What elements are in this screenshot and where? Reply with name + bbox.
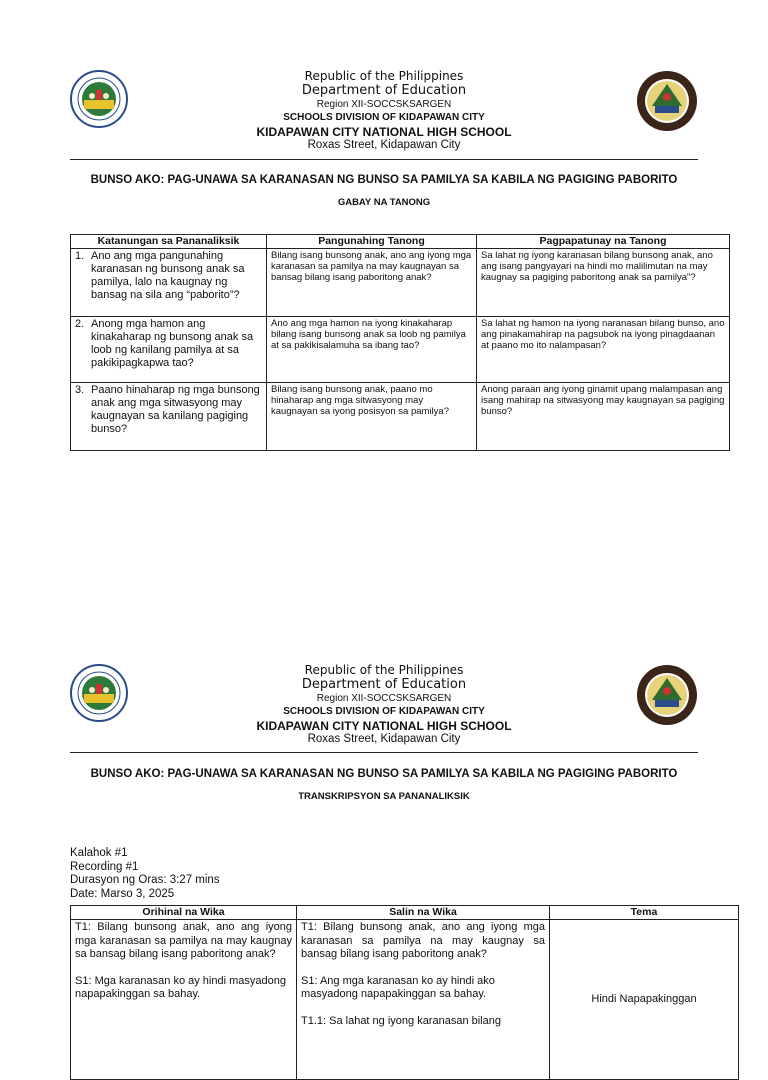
table-row — [71, 317, 730, 383]
main-question: Bilang isang bunsong anak, paano mo hinaharap ang mga sitwasyong may kaugnayan sa iyong posisyon sa pamilya? — [267, 383, 477, 451]
translated-answer: S1: Ang mga karanasan ko ay hindi ako masyadong napapakinggan sa bahay. — [301, 974, 495, 1000]
translated-followup: T1.1: Sa lahat ng iyong karanasan bilang — [301, 1014, 501, 1027]
table-row — [71, 249, 730, 317]
republic-line: Republic of the Philippines — [304, 663, 464, 677]
page2-subtitle: TRANSKRIPSYON SA PANANALIKSIK — [298, 791, 470, 802]
research-question: 1. Ano ang mga pangunahing karanasan ng bunsong anak sa pamilya, lalo na kaugnay ng bansag na sila ang “paborito”? — [71, 249, 267, 317]
division-line: SCHOOLS DIVISION OF KIDAPAWAN CITY — [283, 706, 485, 717]
region-line: Region XII-SOCCSKSARGEN — [316, 99, 452, 110]
probe-question: Anong paraan ang iyong ginamit upang malampasan ang isang mahirap na sitwasyong may kaugnayan sa pagiging bunso? — [477, 383, 730, 451]
school-name: KIDAPAWAN CITY NATIONAL HIGH SCHOOL — [256, 125, 512, 139]
letterhead — [0, 664, 768, 746]
translation-text-cell — [297, 920, 550, 1080]
theme-cell — [550, 920, 739, 1080]
probe-question: Sa lahat ng iyong karanasan bilang bunsong anak, ano ang isang pangyayari na hindi mo malilimutan na may kaugnay sa pagiging paboritong anak sa pamilya"? — [477, 249, 730, 317]
col-header-research: Katanungan sa Pananaliksik — [71, 235, 267, 249]
main-question: Bilang isang bunsong anak, ano ang iyong mga karanasan sa pamilya na may kaugnayan sa bansag bilang isang paboritong anak? — [267, 249, 477, 317]
main-question: Ano ang mga hamon na iyong kinakaharap bilang isang bunsong anak sa loob ng pamilya at sa pakikisalamuha sa ibang tao? — [267, 317, 477, 383]
recording-label: Recording #1 — [70, 860, 139, 873]
transcription-table — [70, 905, 739, 1080]
col-header-probe: Pagpapatunay na Tanong — [477, 235, 730, 249]
col-header-translation: Salin na Wika — [297, 906, 550, 920]
header-divider — [70, 752, 698, 753]
research-question: 3. Paano hinaharap ng mga bunsong anak ang mga sitwasyong may kaugnayan sa kanilang pagiging bunso? — [71, 383, 267, 451]
original-text-cell — [71, 920, 297, 1080]
division-line: SCHOOLS DIVISION OF KIDAPAWAN CITY — [283, 112, 485, 123]
probe-question: Sa lahat ng hamon na iyong naranasan bilang bunso, ano ang pinakamahirap na pagsubok na iyong pinagdaanan at paano mo ito nalampasan? — [477, 317, 730, 383]
date-label: Date: Marso 3, 2025 — [70, 887, 175, 900]
school-address: Roxas Street, Kidapawan City — [307, 139, 461, 151]
letterhead — [0, 70, 768, 152]
page1-title: BUNSO AKO: PAG-UNAWA SA KARANASAN NG BUNSO SA PAMILYA SA KABILA NG PAGIGING PABORITO — [90, 174, 678, 186]
research-question: 2. Anong mga hamon ang kinakaharap ng bunsong anak sa loob ng kanilang pamilya at sa pakikipagkapwa tao? — [71, 317, 267, 383]
col-header-main: Pangunahing Tanong — [267, 235, 477, 249]
region-line: Region XII-SOCCSKSARGEN — [316, 693, 452, 704]
col-header-original: Orihinal na Wika — [71, 906, 297, 920]
guide-questions-table — [70, 234, 730, 451]
original-question: T1: Bilang bunsong anak, ano ang iyong mga karanasan sa pamilya na may kaugnay sa bansag bilang isang paboritong anak? — [75, 921, 292, 960]
original-answer: S1: Mga karanasan ko ay hindi masyadong napapakinggan sa bahay. — [75, 974, 286, 1000]
theme-label: Hindi Napapakinggan — [591, 993, 697, 1005]
translated-question: T1: Bilang bunsong anak, ano ang iyong mga karanasan sa pamilya na may kaugnay sa bansag bilang isang paboritong anak? — [301, 921, 545, 960]
department-line: Department of Education — [301, 83, 467, 98]
department-line: Department of Education — [301, 677, 467, 692]
table-row — [71, 383, 730, 451]
col-header-theme: Tema — [550, 906, 739, 920]
page2-title: BUNSO AKO: PAG-UNAWA SA KARANASAN NG BUNSO SA PAMILYA SA KABILA NG PAGIGING PABORITO — [90, 768, 678, 780]
school-name: KIDAPAWAN CITY NATIONAL HIGH SCHOOL — [256, 719, 512, 733]
participant-label: Kalahok #1 — [70, 847, 128, 859]
header-divider — [70, 159, 698, 160]
duration-label: Durasyon ng Oras: 3:27 mins — [70, 874, 220, 886]
table-row — [71, 920, 739, 1080]
republic-line: Republic of the Philippines — [304, 69, 464, 83]
recording-meta — [70, 847, 220, 901]
page1-subtitle: GABAY NA TANONG — [337, 197, 431, 208]
school-address: Roxas Street, Kidapawan City — [307, 733, 461, 745]
